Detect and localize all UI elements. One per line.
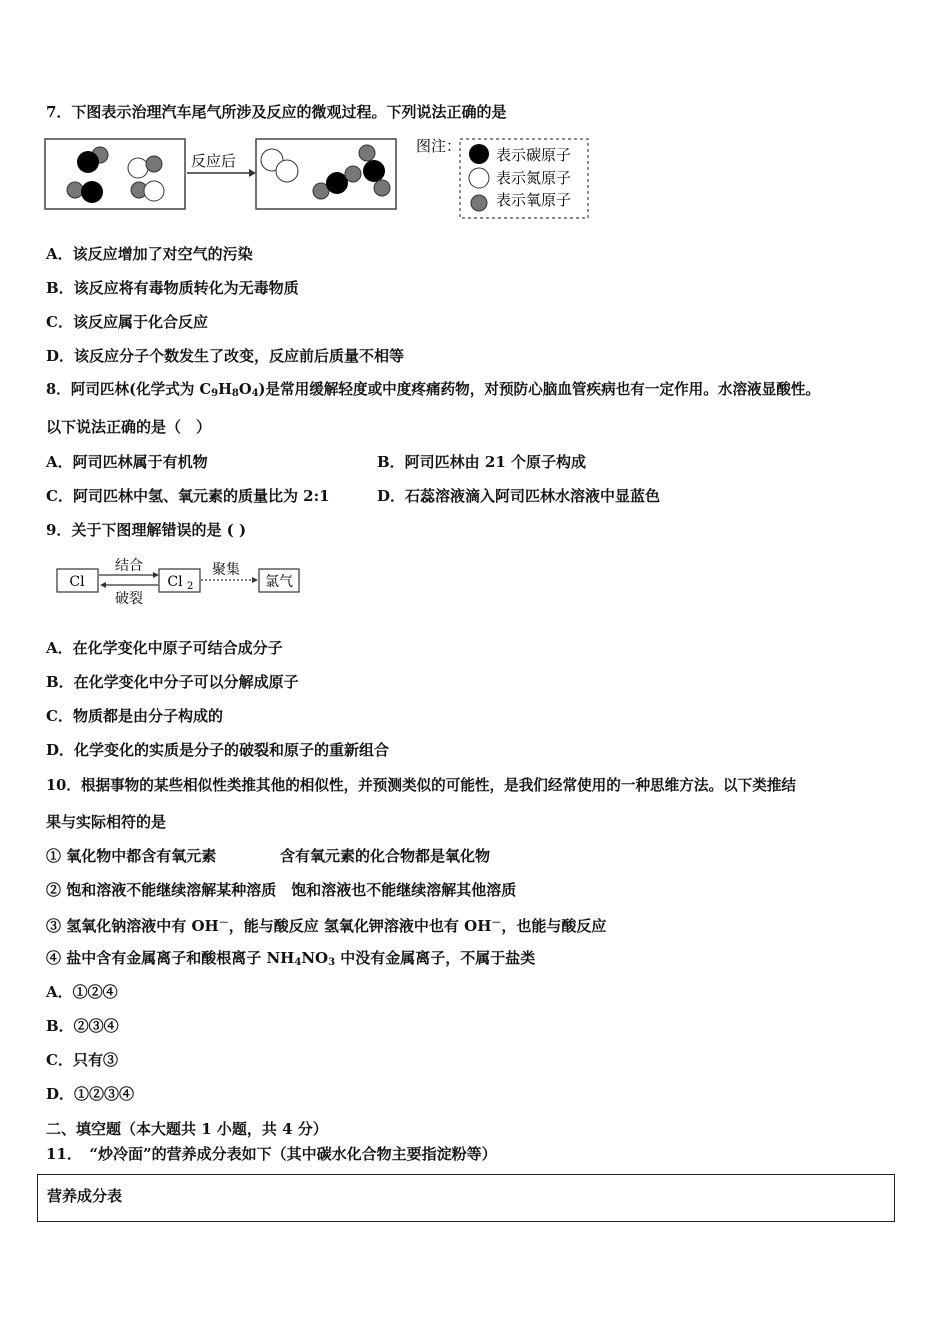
q9-option-a: A．在化学变化中原子可结合成分子	[46, 639, 283, 657]
q9-label-combine: 结合	[115, 558, 143, 574]
q8-option-c: C．阿司匹林中氢、氧元素的质量比为 2:1	[46, 487, 330, 505]
q8-option-b: B．阿司匹林由 21 个原子构成	[377, 453, 586, 471]
q7-option-b: B．该反应将有毒物质转化为无毒物质	[46, 279, 299, 297]
q10-item-2: ② 饱和溶液不能继续溶解某种溶质 饱和溶液也不能继续溶解其他溶质	[46, 881, 517, 899]
q9-stem: 9．关于下图理解错误的是 ( )	[46, 521, 247, 539]
q10-item-3: ③ 氢氧化钠溶液中有 OH－，能与酸反应 氢氧化钾溶液中也有 OH－，也能与酸反应	[46, 917, 607, 935]
q7-option-d: D．该反应分子个数发生了改变，反应前后质量不相等	[46, 347, 405, 365]
q7-legend-title: 图注：	[416, 137, 462, 155]
q9-option-d: D．化学变化的实质是分子的破裂和原子的重新组合	[46, 741, 390, 759]
q10-option-b: B．②③④	[46, 1017, 119, 1035]
q8-stem: 8．阿司匹林(化学式为 $C_9H_8O_4$)是常用缓解轻度或中度疼痛药物，对预防心脑血管疾病也有一定作用。水溶液显酸性。	[46, 381, 821, 399]
q7-stem: 7．下图表示治理汽车尾气所涉及反应的微观过程。下列说法正确的是	[46, 103, 507, 121]
legend-nitrogen-icon	[469, 168, 489, 188]
q10-item-1a: ① 氧化物中都含有氧元素	[46, 847, 217, 865]
q9-box-cl-label: Cl	[69, 574, 85, 590]
nutrition-table	[37, 1174, 895, 1222]
q7-option-a: A．该反应增加了对空气的污染	[46, 245, 253, 263]
q10-option-d: D．①②③④	[46, 1085, 135, 1103]
q7-before-box	[45, 139, 185, 209]
q10-item-1b: 含有氧元素的化合物都是氧化物	[280, 847, 491, 865]
q10-stem-line2: 果与实际相符的是	[46, 813, 167, 831]
section2-heading: 二、填空题（本大题共 1 小题，共 4 分）	[46, 1120, 328, 1138]
q10-stem-line1: 10．根据事物的某些相似性类推其他的相似性，并预测类似的可能性，是我们经常使用的一种思维方法。以下类推结	[46, 777, 797, 794]
q9-option-c: C．物质都是由分子构成的	[46, 707, 223, 725]
legend-carbon-label: 表示碳原子	[496, 146, 572, 164]
q8-stem-line2: 以下说法正确的是（ ）	[46, 418, 212, 436]
legend-oxygen-label: 表示氧原子	[496, 191, 572, 209]
q9-diagram	[50, 555, 310, 610]
q10-option-c: C．只有③	[46, 1051, 118, 1069]
q7-reaction-figure	[44, 133, 594, 223]
legend-nitrogen-label: 表示氮原子	[496, 169, 572, 187]
nutrition-table-label: 营养成分表	[47, 1187, 123, 1205]
q9-option-b: B．在化学变化中分子可以分解成原子	[46, 673, 299, 691]
q10-option-a: A．①②④	[46, 983, 118, 1001]
q10-item-4: ④ 盐中含有金属离子和酸根离子 $NH_4NO_3$ 中没有金属离子，不属于盐类	[46, 949, 536, 968]
q8-option-d: D．石蕊溶液滴入阿司匹林水溶液中显蓝色	[377, 487, 661, 505]
q7-arrow-label: 反应后	[191, 152, 237, 170]
q9-box-chlorine-label: 氯气	[265, 574, 293, 590]
q9-box-cl2-sub: 2	[187, 581, 194, 592]
q7-option-c: C．该反应属于化合反应	[46, 313, 208, 331]
legend-oxygen-icon	[471, 195, 487, 211]
q11-stem: 11． “炒冷面”的营养成分表如下（其中碳水化合物主要指淀粉等）	[46, 1145, 497, 1163]
q9-label-gather: 聚集	[212, 562, 240, 578]
q8-option-a: A．阿司匹林属于有机物	[46, 453, 208, 471]
legend-carbon-icon	[469, 144, 489, 164]
q9-box-cl2-label: Cl	[167, 574, 183, 590]
q9-label-break: 破裂	[115, 591, 143, 607]
